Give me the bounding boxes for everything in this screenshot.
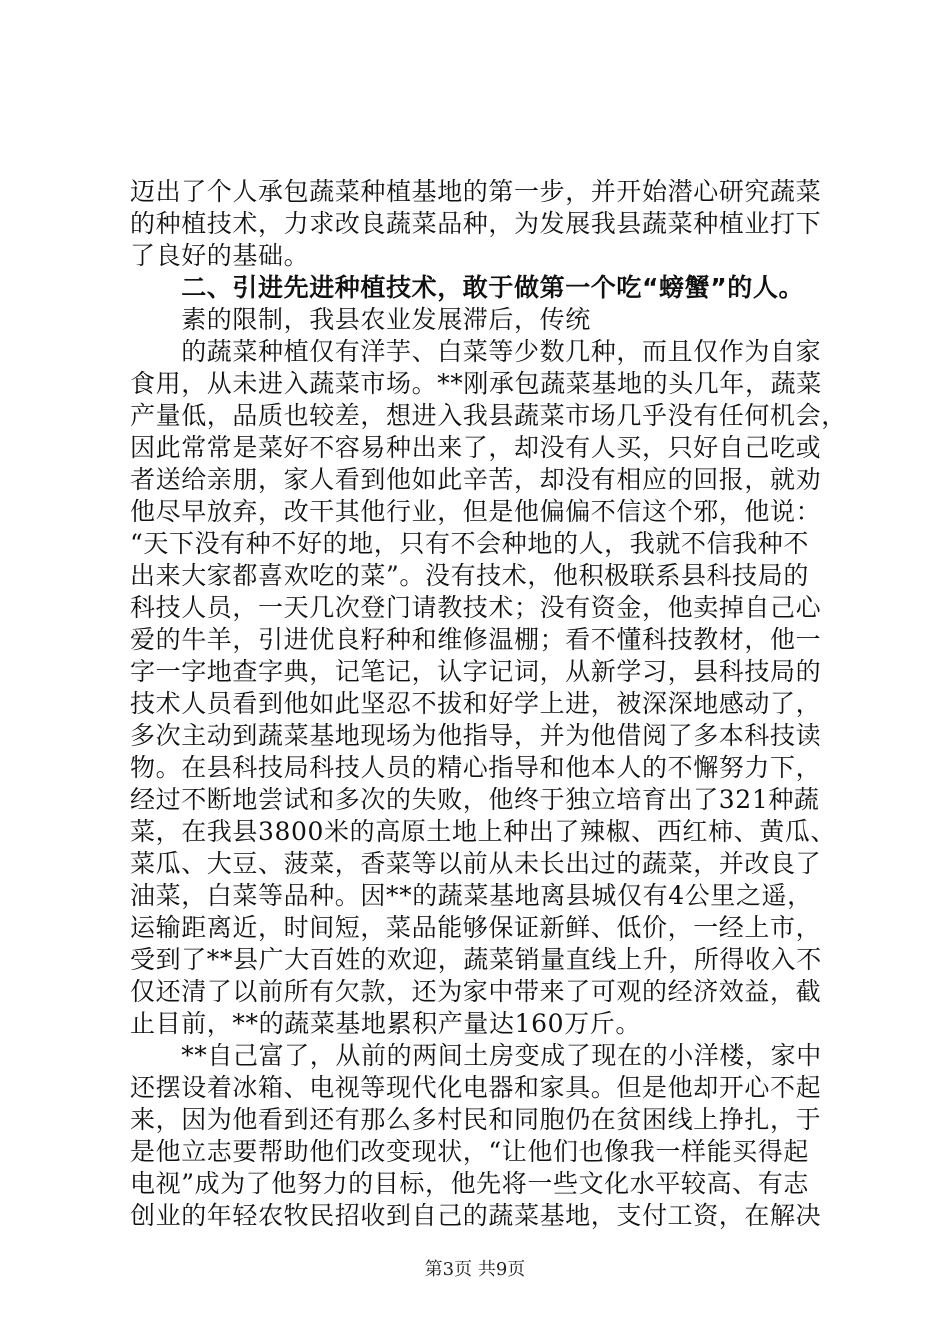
- text-line: 因此常常是菜好不容易种出来了，却没有人买，只好自己吃或: [130, 433, 822, 462]
- text-line: 止目前，**的蔬菜基地累积产量达160万斤。: [130, 1009, 641, 1038]
- text-line: 出来大家都喜欢吃的菜”。没有技术，他积极联系县科技局的: [130, 561, 809, 590]
- text-line: 技术人员看到他如此坚忍不拔和好学上进，被深深地感动了，: [130, 689, 822, 718]
- text-line: 菜，在我县3800米的高原土地上种出了辣椒、西红柿、黄瓜、: [130, 817, 837, 846]
- text-line: 创业的年轻农牧民招收到自己的蔬菜基地，支付工资，在解决: [130, 1201, 822, 1230]
- text-line: 的蔬菜种植仅有洋芋、白菜等少数几种，而且仅作为自家: [130, 337, 822, 366]
- text-line: 的种植技术，力求改良蔬菜品种，为发展我县蔬菜种植业打下: [130, 209, 822, 238]
- text-line: 物。在县科技局科技人员的精心指导和他本人的不懈努力下，: [130, 753, 822, 782]
- text-line: 了良好的基础。: [130, 241, 310, 270]
- text-line: 受到了**县广大百姓的欢迎，蔬菜销量直线上升，所得收入不: [130, 945, 822, 974]
- text-line: 经过不断地尝试和多次的失败，他终于独立培育出了321种蔬: [130, 785, 820, 814]
- text-line: **自己富了，从前的两间土房变成了现在的小洋楼，家中: [130, 1041, 822, 1070]
- text-line: 是他立志要帮助他们改变现状，“让他们也像我一样能买得起: [130, 1137, 809, 1166]
- text-line: 者送给亲朋，家人看到他如此辛苦，却没有相应的回报，就劝: [130, 465, 822, 494]
- text-line: 仅还清了以前所有欠款，还为家中带来了可观的经济效益，截: [130, 977, 822, 1006]
- text-line: 科技人员，一天几次登门请教技术；没有资金，他卖掉自己心: [130, 593, 822, 622]
- text-line: 菜瓜、大豆、菠菜，香菜等以前从未长出过的蔬菜，并改良了: [130, 849, 822, 878]
- page-number-label: 第3页 共9页: [424, 1259, 526, 1280]
- text-line: 还摆设着冰箱、电视等现代化电器和家具。但是他却开心不起: [130, 1073, 822, 1102]
- text-line: 来，因为他看到还有那么多村民和同胞仍在贫困线上挣扎，于: [130, 1105, 822, 1134]
- text-line: 他尽早放弃，改干其他行业，但是他偏偏不信这个邪，他说：: [130, 497, 822, 526]
- text-line: 运输距离近，时间短，菜品能够保证新鲜、低价，一经上市，: [130, 913, 822, 942]
- text-line: 油菜，白菜等品种。因**的蔬菜基地离县城仅有4公里之遥，: [130, 881, 813, 910]
- section-heading: 二、引进先进种植技术，敢于做第一个吃“螃蟹”的人。: [130, 273, 805, 302]
- text-line: 爱的牛羊，引进优良籽种和维修温棚；看不懂科技教材，他一: [130, 625, 822, 654]
- page-footer: [0, 1255, 950, 1281]
- text-line: 迈出了个人承包蔬菜种植基地的第一步，并开始潜心研究蔬菜: [130, 177, 822, 206]
- text-line: 多次主动到蔬菜基地现场为他指导，并为他借阅了多本科技读: [130, 721, 822, 750]
- text-line: 素的限制，我县农业发展滞后，传统: [130, 305, 591, 334]
- text-line: 产量低，品质也较差，想进入我县蔬菜市场几乎没有任何机会，: [130, 401, 847, 430]
- text-line: “天下没有种不好的地，只有不会种地的人，我就不信我种不: [130, 529, 809, 558]
- text-line: 食用，从未进入蔬菜市场。**刚承包蔬菜基地的头几年，蔬菜: [130, 369, 822, 398]
- text-line: 字一字地查字典，记笔记，认字记词，从新学习，县科技局的: [130, 657, 822, 686]
- text-line: 电视”成为了他努力的目标，他先将一些文化水平较高、有志: [130, 1169, 809, 1198]
- body-text: [130, 176, 847, 1232]
